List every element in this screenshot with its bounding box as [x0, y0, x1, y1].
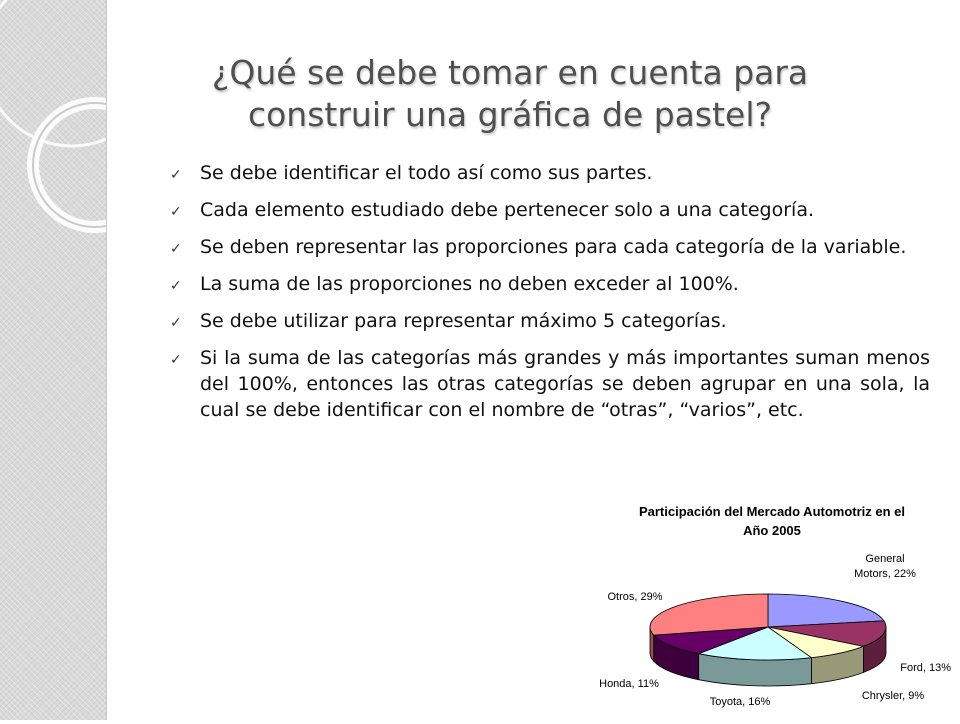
pie-slice-label: Honda, 11% — [599, 678, 659, 690]
pie-slice-label: Toyota, 16% — [709, 696, 771, 708]
pie-chart — [585, 497, 960, 720]
check-icon: ✓ — [170, 241, 182, 257]
bullet-item — [170, 197, 930, 223]
bullet-item — [170, 234, 930, 260]
chart-title-line-2: Año 2005 — [743, 523, 801, 538]
pie-chart-svg — [585, 497, 960, 720]
slide-title — [150, 52, 870, 136]
slide-title-line-1: ¿Qué se debe tomar en cuenta para — [211, 53, 809, 92]
bullet-item — [170, 308, 930, 334]
bullet-text: Se deben representar las proporciones para cada categoría de la variable. — [200, 236, 907, 258]
check-icon: ✓ — [170, 315, 182, 331]
check-icon: ✓ — [170, 278, 182, 294]
check-icon: ✓ — [170, 352, 182, 368]
pie-slice-label: General — [865, 553, 905, 565]
check-icon: ✓ — [170, 167, 182, 183]
pie-slice-label: Ford, 13% — [900, 662, 951, 674]
pie-slice-label: Otros, 29% — [607, 591, 663, 603]
slide-title-line-2: construir una gráfica de pastel? — [247, 95, 773, 134]
bullet-text: La suma de las proporciones no deben exceder al 100%. — [200, 273, 739, 295]
decorative-circles — [0, 0, 106, 720]
chart-title-line-1: Participación del Mercado Automotriz en el — [638, 504, 906, 519]
pie-slice-label: Motors, 22% — [854, 568, 916, 580]
bullet-text: Si la suma de las categorías más grandes y más importantes suman menos del 100%, entonces las otras categorías se deben agrupar en una sola, la cual se debe identificar con el nombre de “otras”, “varios”, etc. — [200, 347, 930, 421]
pie-slice-label: Chrysler, 9% — [861, 690, 925, 702]
bullet-text: Se debe identificar el todo así como sus partes. — [200, 162, 653, 184]
bullet-text: Se debe utilizar para representar máximo 5 categorías. — [200, 310, 727, 332]
check-icon: ✓ — [170, 204, 182, 220]
bullet-item — [170, 345, 930, 423]
decorative-side-band — [0, 0, 107, 720]
bullet-list — [170, 160, 930, 434]
bullet-text: Cada elemento estudiado debe pertenecer solo a una categoría. — [200, 199, 815, 221]
bullet-item — [170, 271, 930, 297]
bullet-item — [170, 160, 930, 186]
